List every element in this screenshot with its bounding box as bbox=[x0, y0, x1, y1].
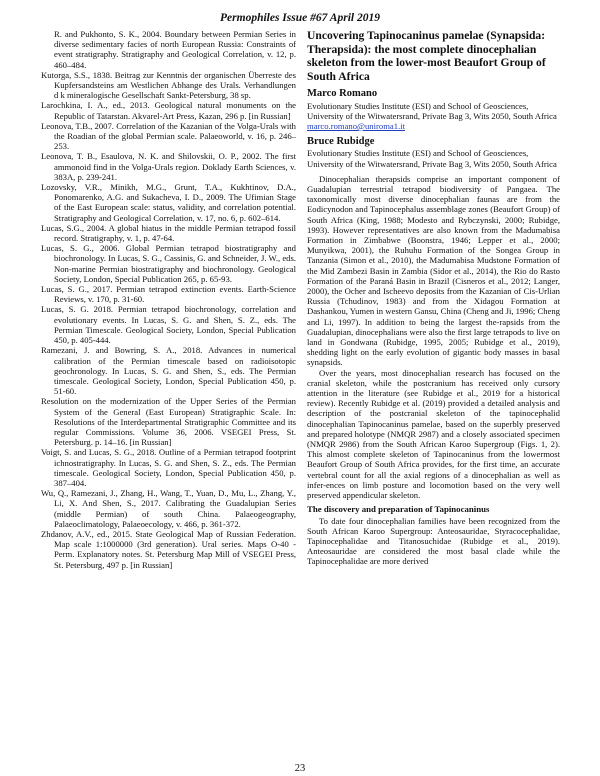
journal-header: Permophiles Issue #67 April 2019 bbox=[220, 12, 380, 24]
reference-item: Lucas, S. G., 2017. Permian tetrapod extinction events. Earth-Science Reviews, v. 170, p. 31-60. bbox=[41, 284, 296, 305]
author-affiliation-rubidge: Evolutionary Studies Institute (ESI) and School of Geosciences, University of the Witwatersrand, Private Bag 3, Wits 2050, South Africa bbox=[307, 148, 557, 169]
reference-item: Lucas, S. G., 2006. Global Permian tetrapod biostratigraphy and biochronology. In Lucas, S. G., Cassinis, G. and Schneider, J. W., eds. Non-marine Permian biostratigraphy and biochronology. Geological Society, London, Special Publication 265, p. 65-93. bbox=[41, 243, 296, 284]
body-paragraph: To date four dinocephalian families have been recognized from the South African Karoo Supergroup: Anteosauridae, Styracocephalidae, Tapinocephalidae and Titanosuchidae (Rubidge et al., 2019). Anteosauridae are considered the most basal clade while the Tapinocephalidae are more derived bbox=[307, 515, 560, 567]
references-column bbox=[41, 29, 296, 570]
reference-continued: R. and Pukhonto, S. K., 2004. Boundary between Permian Series in diverse sedimentary facies of north European Russia: Constraints of event stratigraphy. Stratigraphy and Geological Correlation, v. 12, p. 460–484. bbox=[54, 29, 296, 70]
author-affiliation-romano: Evolutionary Studies Institute (ESI) and School of Geosciences, University of the Witwatersrand, Private Bag 3, Wits 2050, South Africa bbox=[307, 100, 557, 121]
reference-item: Lozovsky, V.R., Minikh, M.G., Grunt, T.A., Kukhtinov, D.A., Ponomarenko, A.G. and Sukacheva, I. D., 2009. The Ufimian Stage of the East European scale: status, validity, and correlation potential. Stratigraphy and Geological Correlation, v. 17, no. 6, p. 602–614. bbox=[41, 182, 296, 223]
author-email-link[interactable]: marco.romano@uniroma1.it bbox=[307, 120, 405, 131]
reference-item: Leonova, T. B., Esaulova, N. K. and Shilovskii, O. P., 2002. The first ammonoid find in the Volga-Urals region. Doklady Earth Sciences, v. 383A, p. 239-241. bbox=[41, 151, 296, 182]
reference-item: Ramezani, J. and Bowring, S. A., 2018. Advances in numerical calibration of the Permian timescale based on radioisotopic geochronology. In Lucas, S. G. and Shen, S., eds. The Permian timescale. Geological Society, London, Special Publication 450, p. 51-60. bbox=[41, 345, 296, 397]
reference-item: Lucas, S. G. 2018. Permian tetrapod biochronology, correlation and evolutionary events. In Lucas, S. G. and Shen, S. Z., eds. The Permian Timescale. Geological Society, London, Special Publication 450, p. 405-444. bbox=[41, 304, 296, 346]
author-name-rubidge: Bruce Rubidge bbox=[307, 136, 375, 148]
reference-item: Leonova, T.B., 2007. Correlation of the Kazanian of the Volga-Urals with the Roadian of the global Permian scale. Palaeoworld, v. 16, p. 246–253. bbox=[41, 120, 296, 152]
reference-item: Lucas, S.G., 2004. A global hiatus in the middle Permian tetrapod fossil record. Stratigraphy, v. 1, p. 47-64. bbox=[41, 222, 296, 244]
body-paragraph: Dinocephalian therapsids comprise an important component of Guadalupian terrestrial tetrapod biodiversity of Pangaea. The taxonomically most diverse dinocephalian faunas are from the Eodicynodon and Tapinocephalus assemblage zones (Beaufort Group) of South Africa (King, 1988; Modesto and Rybczynski, 2000; Rubidge, 1993). However representatives are also known from the Madumabisa Formation in Zimbabwe (Boonstra, 1946; Lepper et al., 2000; Munyikwa, 2001), the Ruhuhu Formation of the Songea Group in Tanzania (Simon et al., 2010), the Madumabisa Mudstone Formation of the Mid Zambezi Basin in Zambia (Sidor et al., 2014), the Rio do Rasto Formation of the Paraná Basin in Brazil (Cisneros et al., 2012; Langer, 2000), the Ocher and Ischeevo deposits from the Kazanian of Cis-Urlian Russia (Tchudinov, 1983) and from the Xidagou Formation at Dashankou, Yumen in western Gansu, China (Cheng and Ji, 1996; Cheng and Li, 1997). In addition to being the largest the-rapsids from the Guadalupian, dinocephalians were also the first large tetrapods to live on land in Gondwana (Rubidge, 1995, 2005; Rubidge et al., 2019), shedding light on the early evolution of gigantic body masses in basal synapsids. bbox=[307, 173, 560, 368]
article-title: Uncovering Tapinocaninus pamelae (Synapsida: Therapsida): the most complete dinocephalian skeleton from the lower-most Beaufort Group of South Africa bbox=[307, 29, 546, 83]
reference-item: Larochkina, I. A., ed., 2013. Geological natural monuments on the Republic of Tatarstan. Akvarel-Art Press, Kazan, 296 p. [in Russian] bbox=[41, 100, 296, 121]
author-name-romano: Marco Romano bbox=[307, 88, 378, 100]
reference-item: Resolution on the modernization of the Upper Series of the Permian System of the General (East European) Stratigraphic Scale. In: Resolutions of the Interdepartmental Stratigraphic Committee and its regular Commissions. Volume 36, 2006. VSEGEI Press, St. Petersburg. p. 14–16. [in Russian] bbox=[41, 396, 296, 448]
page-number: 23 bbox=[294, 763, 306, 774]
reference-item: Kutorga, S.S., 1838. Beitrag zur Kenntnis der organischen Überreste des Kupfersandsteins am Westlichen Abhange des Urals. Verhandlungen d k mineralogische Gesellschaft Sankt-Petersburg, 38 sp. bbox=[41, 69, 296, 101]
reference-item: Wu, Q., Ramezani, J., Zhang, H., Wang, T., Yuan, D., Mu, L., Zhang, Y., Li, X. And Shen, S., 2017. Calibrating the Guadalupian Series (middle Permian) of south China. Palaeogeography, Palaeoclimatology, Palaeoecology, v. 466, p. 361-372. bbox=[41, 488, 296, 529]
body-paragraph: Over the years, most dinocephalian research has focused on the cranial skeleton, while the postcranium has received only cursory attention in the literature (see Rubidge et al., 2019 for a historical review). Recently Rubidge et al. (2019) provided a detailed analysis and description of the postcranial skeleton of the tapinocephalid dinocephalian Tapinocaninus pamelae, based on the superbly preserved and prepared holotype (NMQR 2987) and a closely associated specimen (NMQR 2986) from the South African Karoo Supergroup (Figs. 1, 2). This almost complete skeleton of Tapinocaninus from the lowermost Beaufort Group of South Africa provides, for the first time, an accurate vertebral count for all the axial regions of a dinocephalian as well as infer-ences on limb posture and locomotion based on the very well preserved appendicular skeleton. bbox=[307, 367, 560, 501]
section-heading: The discovery and preparation of Tapinocaninus bbox=[307, 504, 490, 515]
reference-item: Voigt, S. and Lucas, S. G., 2018. Outline of a Permian tetrapod footprint ichnostratigraphy. In Lucas, S. G. and Shen, S. Z., eds. The Permian timescale. Geological Society, London, Special Publication 450, p. 387–404. bbox=[41, 447, 296, 488]
article-column bbox=[307, 29, 560, 567]
reference-item: Zhdanov, A.V., ed., 2015. State Geological Map of Russian Federation. Map scale 1:1000000 (3rd generation). Ural series. Maps O-40 - Perm. Explanatory notes. St. Petersburg Map Mill of VSEGEI Press, St. Petersburg, 497 p. [in Russian] bbox=[41, 528, 296, 570]
